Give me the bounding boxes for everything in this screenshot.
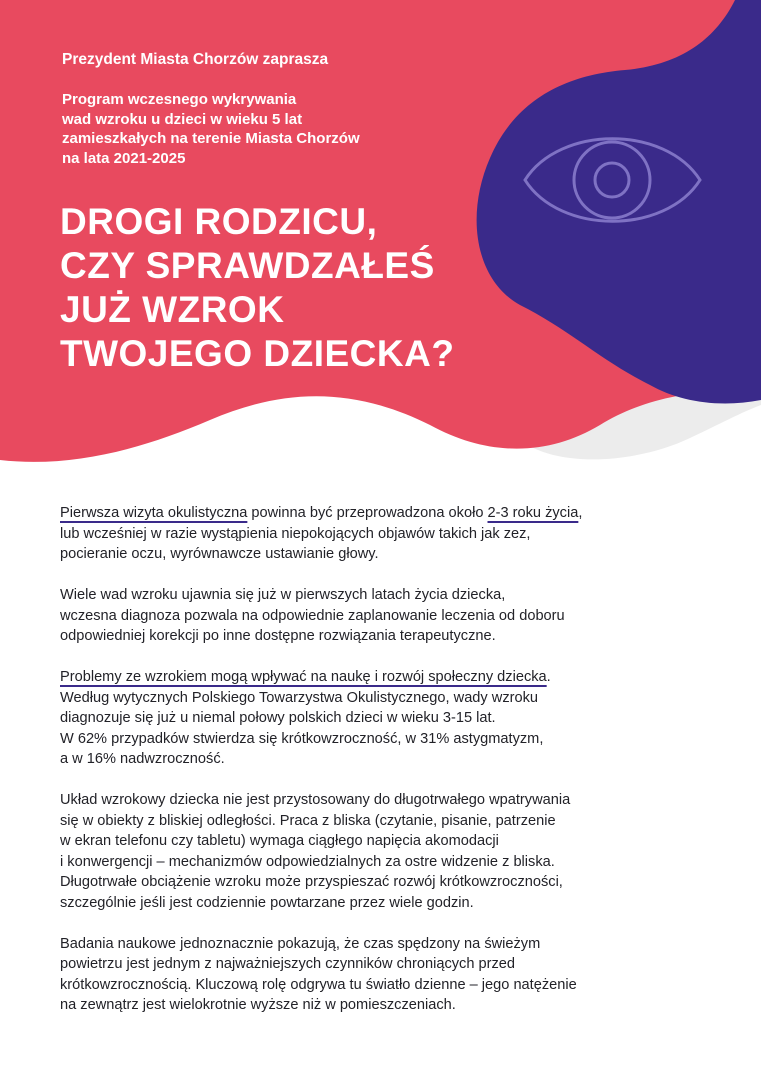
- body-line: szczególnie jeśli jest codziennie powtarzane przez wiele godzin.: [60, 894, 474, 911]
- body-line: Według wytycznych Polskiego Towarzystwa Okulistycznego, wady wzroku: [60, 689, 539, 706]
- body-line: W 62% przypadków stwierdza się krótkowzroczność, w 31% astygmatyzm,: [60, 730, 544, 747]
- body-text: [60, 503, 710, 1036]
- body-line: w ekran telefonu czy tabletu) wymaga ciągłego napięcia akomodacji: [60, 833, 499, 849]
- program-line: zamieszkałych na terenie Miasta Chorzów: [62, 130, 360, 147]
- headline-line: DROGI RODZICU,: [60, 201, 378, 242]
- intro-block: [62, 50, 492, 168]
- body-line: [60, 503, 710, 524]
- paragraph-first-visit: [60, 503, 710, 565]
- inviter-text: Prezydent Miasta Chorzów zaprasza: [62, 51, 329, 68]
- body-line: się w obiekty z bliskiej odległości. Praca z bliska (czytanie, pisanie, patrzenie: [60, 812, 556, 829]
- body-line: diagnozuje się już u niemal połowy polskich dzieci w wieku 3-15 lat.: [60, 710, 496, 726]
- program-line: na lata 2021-2025: [62, 149, 186, 167]
- body-fragment: .: [546, 669, 551, 685]
- body-line: [60, 667, 710, 688]
- body-line: pocieranie oczu, wyrównawcze ustawianie głowy.: [60, 546, 379, 562]
- headline-line: JUŻ WZROK: [60, 289, 285, 330]
- body-line: wczesna diagnoza pozwala na odpowiednie zaplanowanie leczenia od doboru: [60, 607, 565, 624]
- headline-line: TWOJEGO DZIECKA?: [60, 333, 455, 374]
- headline-line: CZY SPRAWDZAŁEŚ: [60, 245, 435, 286]
- paragraph-statistics: [60, 667, 710, 770]
- program-line: wad wzroku u dzieci w wieku 5 lat: [62, 110, 303, 128]
- headline: [60, 200, 530, 376]
- body-line: i konwergencji – mechanizmów odpowiedzialnych za ostre widzenie z bliska.: [60, 853, 555, 870]
- body-line: krótkowzrocznością. Kluczową rolę odgrywa tu światło dzienne – jego natężenie: [60, 976, 577, 993]
- body-line: Badania naukowe jednoznacznie pokazują, że czas spędzony na świeżym: [60, 935, 541, 952]
- paragraph-near-work: [60, 790, 710, 913]
- body-line: lub wcześniej w razie wystąpienia niepokojących objawów takich jak zez,: [60, 525, 531, 542]
- highlight-problems: Problemy ze wzrokiem mogą wpływać na naukę i rozwój społeczny dziecka: [60, 669, 547, 685]
- body-line: na zewnątrz jest wielokrotnie wyższe niż w pomieszczeniach.: [60, 997, 456, 1013]
- body-fragment: powinna być przeprowadzona około: [247, 505, 488, 521]
- highlight-age: 2-3 roku życia: [487, 505, 579, 521]
- paragraph-early-diagnosis: [60, 585, 710, 647]
- body-line: Długotrwałe obciążenie wzroku może przyspieszać rozwój krótkowzroczności,: [60, 874, 563, 890]
- body-line: powietrzu jest jednym z najważniejszych czynników chroniących przed: [60, 956, 516, 972]
- program-title: [62, 90, 492, 168]
- highlight-first-visit: Pierwsza wizyta okulistyczna: [60, 505, 248, 521]
- body-line: Układ wzrokowy dziecka nie jest przystosowany do długotrwałego wpatrywania: [60, 792, 571, 808]
- body-line: a w 16% nadwzroczność.: [60, 751, 225, 767]
- program-line: Program wczesnego wykrywania: [62, 91, 297, 108]
- body-fragment: ,: [578, 505, 583, 521]
- body-line: odpowiedniej korekcji po inne dostępne rozwiązania terapeutyczne.: [60, 628, 496, 644]
- paragraph-outdoor-time: [60, 934, 710, 1016]
- body-line: Wiele wad wzroku ujawnia się już w pierwszych latach życia dziecka,: [60, 587, 506, 603]
